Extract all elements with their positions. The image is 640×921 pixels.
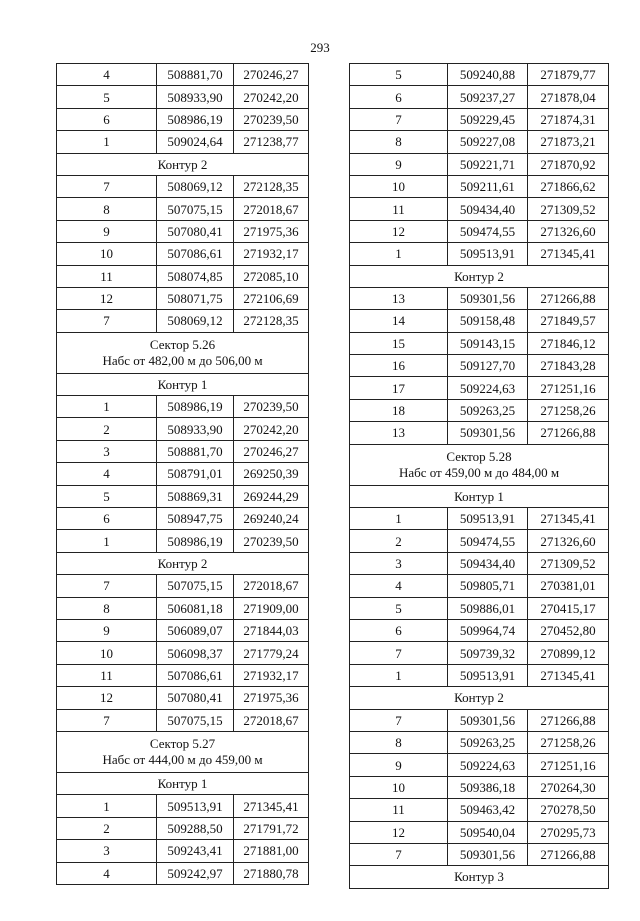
table-row	[57, 198, 309, 220]
y-coordinate-cell: 271932,17	[234, 664, 309, 686]
y-coordinate-cell: 271345,41	[528, 243, 609, 265]
point-number-cell: 7	[350, 709, 448, 731]
y-coordinate-cell: 271932,17	[234, 243, 309, 265]
x-coordinate-cell: 509301,56	[448, 422, 528, 444]
point-number-cell: 5	[350, 597, 448, 619]
y-coordinate-cell: 270278,50	[528, 799, 609, 821]
x-coordinate-cell: 509463,42	[448, 799, 528, 821]
section-title: Контур 1	[157, 776, 208, 792]
point-number-cell: 1	[350, 508, 448, 530]
x-coordinate-cell: 508069,12	[157, 175, 234, 197]
table-row	[57, 687, 309, 709]
y-coordinate-cell: 271849,57	[528, 310, 609, 332]
y-coordinate-cell: 271844,03	[234, 619, 309, 641]
y-coordinate-cell: 271251,16	[528, 754, 609, 776]
section-title: Контур 2	[157, 156, 208, 172]
y-coordinate-cell: 271779,24	[234, 642, 309, 664]
section-header	[57, 332, 309, 373]
x-coordinate-cell: 509513,91	[448, 508, 528, 530]
y-coordinate-cell: 271879,77	[528, 64, 609, 86]
point-number-cell: 15	[350, 332, 448, 354]
table-row	[57, 220, 309, 242]
table-row	[57, 795, 309, 817]
table-row	[350, 131, 609, 153]
point-number-cell: 1	[57, 131, 157, 153]
table-row	[350, 664, 609, 686]
y-coordinate-cell: 271880,78	[234, 862, 309, 884]
section-header	[57, 153, 309, 175]
section-title: Контур 2	[454, 268, 504, 284]
x-coordinate-cell: 509242,97	[157, 862, 234, 884]
x-coordinate-cell: 506081,18	[157, 597, 234, 619]
section-header-row	[57, 332, 309, 373]
y-coordinate-cell: 269240,24	[234, 508, 309, 530]
table-row	[350, 86, 609, 108]
y-coordinate-cell: 272106,69	[234, 287, 309, 309]
y-coordinate-cell: 270415,17	[528, 597, 609, 619]
section-title: Сектор 5.28	[446, 448, 512, 464]
table-row	[350, 64, 609, 86]
point-number-cell: 12	[57, 287, 157, 309]
table-row	[350, 399, 609, 421]
point-number-cell: 1	[350, 664, 448, 686]
x-coordinate-cell: 507075,15	[157, 709, 234, 731]
y-coordinate-cell: 271345,41	[528, 664, 609, 686]
x-coordinate-cell: 507075,15	[157, 198, 234, 220]
x-coordinate-cell: 507075,15	[157, 575, 234, 597]
table-row	[350, 821, 609, 843]
x-coordinate-cell: 509224,63	[448, 754, 528, 776]
y-coordinate-cell: 271881,00	[234, 840, 309, 862]
y-coordinate-cell: 269250,39	[234, 463, 309, 485]
x-coordinate-cell: 509263,25	[448, 731, 528, 753]
section-header	[57, 772, 309, 794]
x-coordinate-cell: 509739,32	[448, 642, 528, 664]
point-number-cell: 9	[350, 153, 448, 175]
x-coordinate-cell: 508986,19	[157, 396, 234, 418]
section-header	[350, 485, 609, 507]
x-coordinate-cell: 508986,19	[157, 108, 234, 130]
x-coordinate-cell: 509143,15	[448, 332, 528, 354]
point-number-cell: 8	[57, 597, 157, 619]
point-number-cell: 17	[350, 377, 448, 399]
point-number-cell: 10	[57, 243, 157, 265]
section-header-row	[350, 687, 609, 709]
x-coordinate-cell: 509886,01	[448, 597, 528, 619]
table-row	[57, 619, 309, 641]
x-coordinate-cell: 509301,56	[448, 709, 528, 731]
table-row	[57, 597, 309, 619]
table-row	[350, 642, 609, 664]
table-row	[350, 754, 609, 776]
x-coordinate-cell: 508947,75	[157, 508, 234, 530]
y-coordinate-cell: 271345,41	[528, 508, 609, 530]
y-coordinate-cell: 271258,26	[528, 399, 609, 421]
table-row	[57, 840, 309, 862]
x-coordinate-cell: 509540,04	[448, 821, 528, 843]
x-coordinate-cell: 507086,61	[157, 664, 234, 686]
x-coordinate-cell: 508074,85	[157, 265, 234, 287]
y-coordinate-cell: 270899,12	[528, 642, 609, 664]
x-coordinate-cell: 509224,63	[448, 377, 528, 399]
x-coordinate-cell: 509805,71	[448, 575, 528, 597]
table-row	[57, 243, 309, 265]
y-coordinate-cell: 271309,52	[528, 552, 609, 574]
x-coordinate-cell: 508791,01	[157, 463, 234, 485]
table-row	[350, 619, 609, 641]
x-coordinate-cell: 507086,61	[157, 243, 234, 265]
y-coordinate-cell: 271975,36	[234, 220, 309, 242]
point-number-cell: 7	[57, 310, 157, 332]
point-number-cell: 9	[57, 619, 157, 641]
point-number-cell: 3	[350, 552, 448, 574]
point-number-cell: 7	[57, 175, 157, 197]
y-coordinate-cell: 270264,30	[528, 776, 609, 798]
section-subtitle: Набс от 459,00 м до 484,00 м	[398, 464, 560, 480]
table-row	[57, 265, 309, 287]
section-title: Контур 1	[454, 488, 504, 504]
section-header	[57, 373, 309, 395]
y-coordinate-cell: 271345,41	[234, 795, 309, 817]
y-coordinate-cell: 272018,67	[234, 575, 309, 597]
y-coordinate-cell: 271309,52	[528, 198, 609, 220]
section-header-row	[350, 265, 609, 287]
table-row	[350, 198, 609, 220]
x-coordinate-cell: 508933,90	[157, 418, 234, 440]
section-header	[350, 444, 609, 485]
point-number-cell: 7	[57, 575, 157, 597]
y-coordinate-cell: 272085,10	[234, 265, 309, 287]
table-row	[350, 287, 609, 309]
y-coordinate-cell: 270452,80	[528, 619, 609, 641]
table-row	[57, 310, 309, 332]
table-row	[350, 597, 609, 619]
table-row	[350, 799, 609, 821]
y-coordinate-cell: 271266,88	[528, 709, 609, 731]
point-number-cell: 9	[57, 220, 157, 242]
point-number-cell: 12	[350, 821, 448, 843]
table-row	[57, 664, 309, 686]
x-coordinate-cell: 509513,91	[157, 795, 234, 817]
x-coordinate-cell: 508881,70	[157, 64, 234, 86]
point-number-cell: 8	[350, 131, 448, 153]
y-coordinate-cell: 270295,73	[528, 821, 609, 843]
section-header	[350, 265, 609, 287]
y-coordinate-cell: 270239,50	[234, 396, 309, 418]
table-row	[350, 220, 609, 242]
y-coordinate-cell: 271874,31	[528, 108, 609, 130]
point-number-cell: 13	[350, 287, 448, 309]
point-number-cell: 2	[350, 530, 448, 552]
table-row	[57, 530, 309, 552]
point-number-cell: 6	[350, 619, 448, 641]
table-row	[57, 508, 309, 530]
y-coordinate-cell: 271258,26	[528, 731, 609, 753]
page-number: 293	[310, 40, 330, 55]
y-coordinate-cell: 272018,67	[234, 198, 309, 220]
point-number-cell: 7	[350, 642, 448, 664]
table-row	[57, 817, 309, 839]
section-header-row	[350, 866, 609, 888]
table-row	[57, 642, 309, 664]
table-row	[350, 552, 609, 574]
table-row	[350, 731, 609, 753]
section-subtitle: Набс от 444,00 м до 459,00 м	[102, 751, 263, 767]
table-row	[350, 709, 609, 731]
y-coordinate-cell: 271266,88	[528, 422, 609, 444]
table-row	[57, 575, 309, 597]
y-coordinate-cell: 270246,27	[234, 440, 309, 462]
table-row	[57, 287, 309, 309]
table-row	[57, 463, 309, 485]
x-coordinate-cell: 509158,48	[448, 310, 528, 332]
point-number-cell: 1	[57, 396, 157, 418]
x-coordinate-cell: 508071,75	[157, 287, 234, 309]
point-number-cell: 11	[57, 265, 157, 287]
point-number-cell: 3	[57, 840, 157, 862]
point-number-cell: 7	[350, 843, 448, 865]
table-row	[57, 86, 309, 108]
table-row	[57, 131, 309, 153]
x-coordinate-cell: 509229,45	[448, 108, 528, 130]
point-number-cell: 14	[350, 310, 448, 332]
coordinates-table-left	[56, 63, 309, 885]
y-coordinate-cell: 271843,28	[528, 355, 609, 377]
table-row	[57, 175, 309, 197]
x-coordinate-cell: 508986,19	[157, 530, 234, 552]
y-coordinate-cell: 271791,72	[234, 817, 309, 839]
y-coordinate-cell: 271251,16	[528, 377, 609, 399]
table-row	[350, 776, 609, 798]
point-number-cell: 7	[57, 709, 157, 731]
x-coordinate-cell: 509386,18	[448, 776, 528, 798]
table-row	[350, 843, 609, 865]
table-row	[57, 108, 309, 130]
point-number-cell: 1	[57, 795, 157, 817]
y-coordinate-cell: 271846,12	[528, 332, 609, 354]
point-number-cell: 5	[57, 86, 157, 108]
y-coordinate-cell: 271266,88	[528, 287, 609, 309]
table-row	[57, 64, 309, 86]
section-title: Сектор 5.26	[149, 336, 216, 352]
x-coordinate-cell: 509127,70	[448, 355, 528, 377]
point-number-cell: 11	[350, 198, 448, 220]
point-number-cell: 4	[57, 862, 157, 884]
x-coordinate-cell: 509227,08	[448, 131, 528, 153]
point-number-cell: 2	[57, 817, 157, 839]
coordinates-table-right	[349, 63, 609, 889]
y-coordinate-cell: 270239,50	[234, 530, 309, 552]
point-number-cell: 12	[350, 220, 448, 242]
point-number-cell: 6	[57, 108, 157, 130]
point-number-cell: 11	[350, 799, 448, 821]
table-row	[350, 243, 609, 265]
point-number-cell: 1	[350, 243, 448, 265]
x-coordinate-cell: 509964,74	[448, 619, 528, 641]
section-title: Контур 2	[454, 690, 504, 706]
section-header-row	[57, 153, 309, 175]
x-coordinate-cell: 508069,12	[157, 310, 234, 332]
x-coordinate-cell: 509301,56	[448, 843, 528, 865]
y-coordinate-cell: 271866,62	[528, 175, 609, 197]
y-coordinate-cell: 271975,36	[234, 687, 309, 709]
section-subtitle: Набс от 482,00 м до 506,00 м	[102, 352, 263, 368]
section-header-row	[57, 373, 309, 395]
y-coordinate-cell: 270246,27	[234, 64, 309, 86]
y-coordinate-cell: 270381,01	[528, 575, 609, 597]
y-coordinate-cell: 272018,67	[234, 709, 309, 731]
x-coordinate-cell: 507080,41	[157, 687, 234, 709]
x-coordinate-cell: 509240,88	[448, 64, 528, 86]
section-header-row	[350, 444, 609, 485]
table-row	[57, 440, 309, 462]
x-coordinate-cell: 508869,31	[157, 485, 234, 507]
x-coordinate-cell: 508933,90	[157, 86, 234, 108]
point-number-cell: 18	[350, 399, 448, 421]
y-coordinate-cell: 270242,20	[234, 418, 309, 440]
x-coordinate-cell: 509474,55	[448, 530, 528, 552]
y-coordinate-cell: 270242,20	[234, 86, 309, 108]
point-number-cell: 11	[57, 664, 157, 686]
x-coordinate-cell: 506098,37	[157, 642, 234, 664]
point-number-cell: 4	[57, 463, 157, 485]
point-number-cell: 4	[57, 64, 157, 86]
x-coordinate-cell: 509434,40	[448, 198, 528, 220]
point-number-cell: 4	[350, 575, 448, 597]
section-title: Сектор 5.27	[149, 735, 216, 751]
section-header	[57, 552, 309, 574]
section-header-row	[57, 772, 309, 794]
x-coordinate-cell: 509434,40	[448, 552, 528, 574]
x-coordinate-cell: 509237,27	[448, 86, 528, 108]
y-coordinate-cell: 271870,92	[528, 153, 609, 175]
y-coordinate-cell: 271878,04	[528, 86, 609, 108]
point-number-cell: 8	[57, 198, 157, 220]
point-number-cell: 10	[350, 776, 448, 798]
point-number-cell: 12	[57, 687, 157, 709]
table-row	[350, 332, 609, 354]
section-header-row	[57, 731, 309, 772]
y-coordinate-cell: 271326,60	[528, 220, 609, 242]
table-row	[57, 418, 309, 440]
table-row	[350, 377, 609, 399]
point-number-cell: 2	[57, 418, 157, 440]
point-number-cell: 6	[350, 86, 448, 108]
y-coordinate-cell: 270239,50	[234, 108, 309, 130]
section-title: Контур 1	[157, 376, 208, 392]
section-header-row	[350, 485, 609, 507]
x-coordinate-cell: 509243,41	[157, 840, 234, 862]
table-row	[350, 153, 609, 175]
point-number-cell: 9	[350, 754, 448, 776]
x-coordinate-cell: 509263,25	[448, 399, 528, 421]
x-coordinate-cell: 506089,07	[157, 619, 234, 641]
section-header	[350, 687, 609, 709]
y-coordinate-cell: 271238,77	[234, 131, 309, 153]
point-number-cell: 16	[350, 355, 448, 377]
table-row	[350, 575, 609, 597]
x-coordinate-cell: 509024,64	[157, 131, 234, 153]
y-coordinate-cell: 272128,35	[234, 310, 309, 332]
table-row	[350, 108, 609, 130]
x-coordinate-cell: 509211,61	[448, 175, 528, 197]
x-coordinate-cell: 509301,56	[448, 287, 528, 309]
y-coordinate-cell: 269244,29	[234, 485, 309, 507]
section-header	[57, 731, 309, 772]
section-title: Контур 2	[157, 556, 208, 571]
x-coordinate-cell: 509474,55	[448, 220, 528, 242]
point-number-cell: 8	[350, 731, 448, 753]
point-number-cell: 5	[350, 64, 448, 86]
x-coordinate-cell: 508881,70	[157, 440, 234, 462]
x-coordinate-cell: 507080,41	[157, 220, 234, 242]
section-title: Контур 3	[454, 869, 504, 885]
point-number-cell: 10	[57, 642, 157, 664]
point-number-cell: 7	[350, 108, 448, 130]
section-header	[350, 866, 609, 888]
table-row	[350, 355, 609, 377]
point-number-cell: 6	[57, 508, 157, 530]
table-row	[350, 508, 609, 530]
table-row	[350, 175, 609, 197]
point-number-cell: 5	[57, 485, 157, 507]
section-header-row	[57, 552, 309, 574]
x-coordinate-cell: 509221,71	[448, 153, 528, 175]
y-coordinate-cell: 271326,60	[528, 530, 609, 552]
y-coordinate-cell: 271873,21	[528, 131, 609, 153]
point-number-cell: 13	[350, 422, 448, 444]
table-row	[57, 396, 309, 418]
table-row	[350, 422, 609, 444]
y-coordinate-cell: 271266,88	[528, 843, 609, 865]
table-row	[57, 709, 309, 731]
point-number-cell: 1	[57, 530, 157, 552]
table-row	[57, 485, 309, 507]
y-coordinate-cell: 271909,00	[234, 597, 309, 619]
x-coordinate-cell: 509288,50	[157, 817, 234, 839]
table-row	[350, 310, 609, 332]
y-coordinate-cell: 272128,35	[234, 175, 309, 197]
x-coordinate-cell: 509513,91	[448, 243, 528, 265]
table-row	[350, 530, 609, 552]
point-number-cell: 3	[57, 440, 157, 462]
point-number-cell: 10	[350, 175, 448, 197]
x-coordinate-cell: 509513,91	[448, 664, 528, 686]
table-row	[57, 862, 309, 884]
